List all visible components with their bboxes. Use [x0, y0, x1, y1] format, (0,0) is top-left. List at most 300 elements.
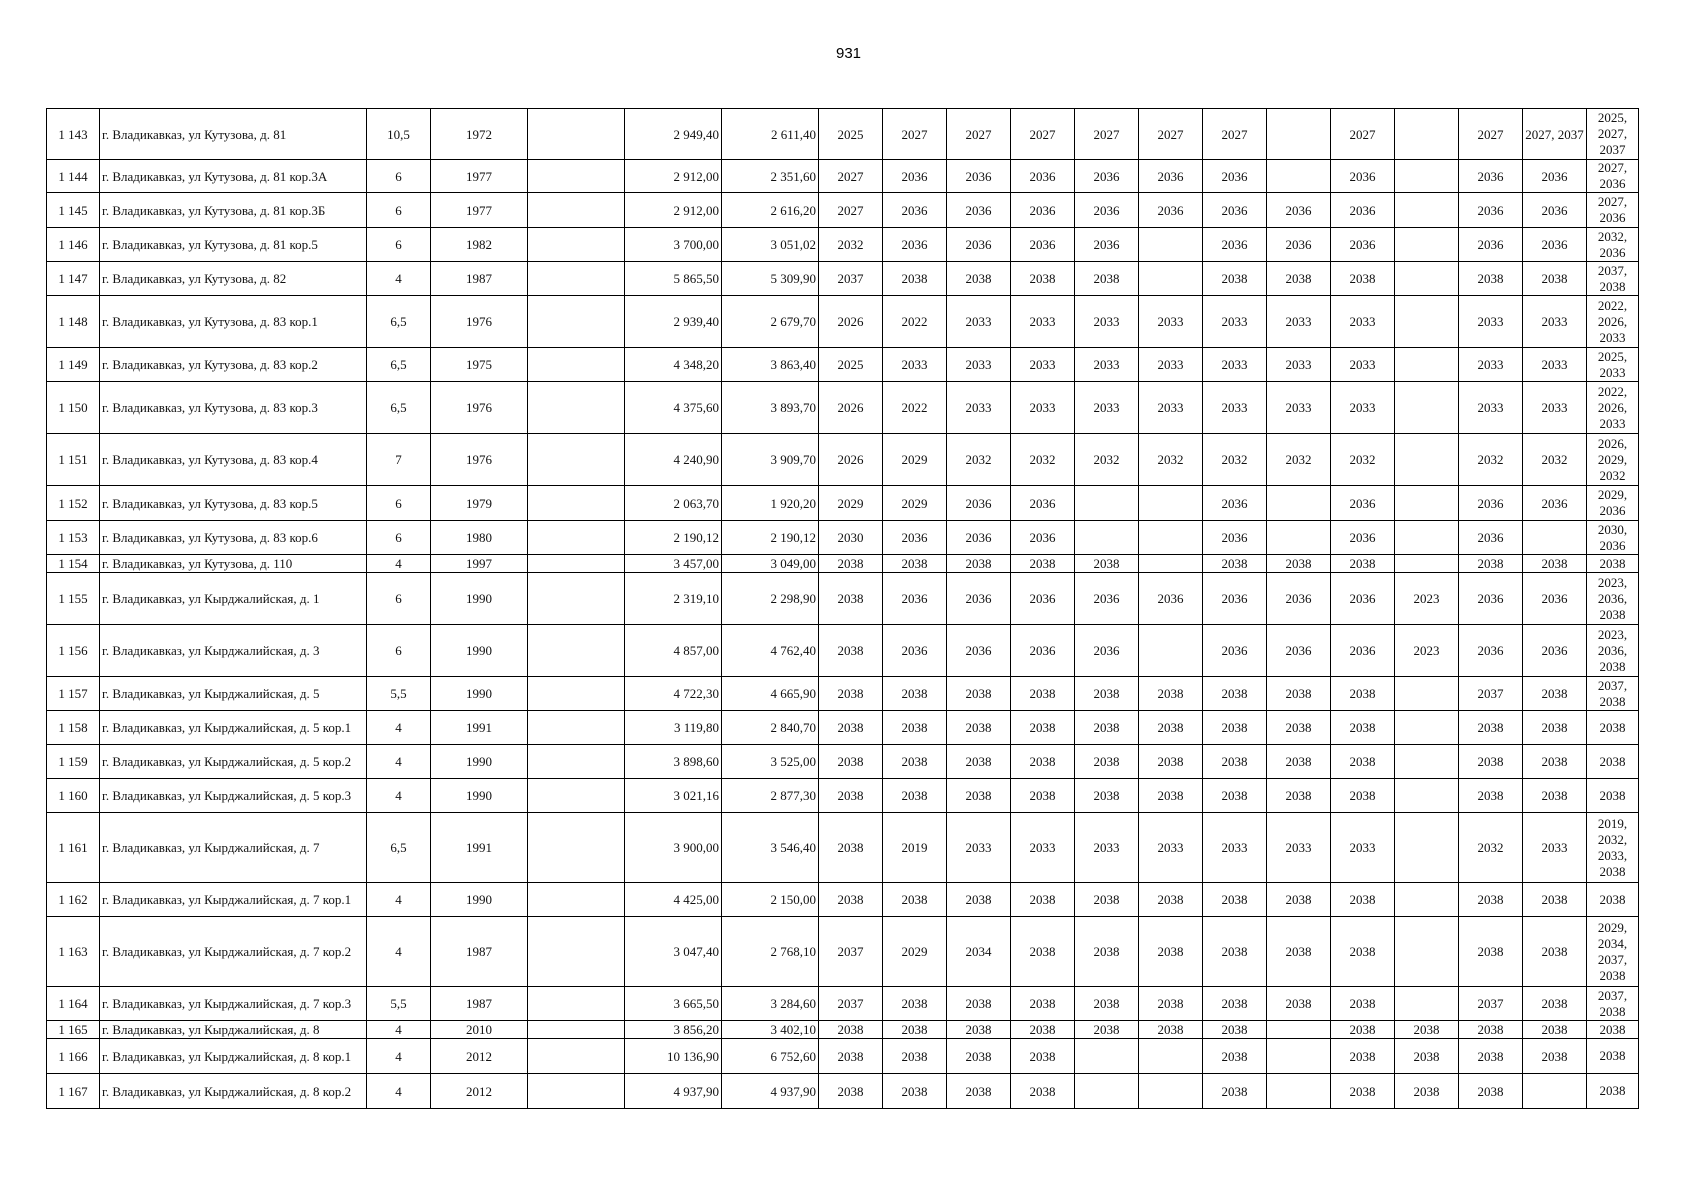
living-area-cell: 3 893,70 — [722, 382, 819, 434]
year-cell: 2038 — [947, 779, 1011, 813]
year-cell: 2036 — [1203, 228, 1267, 262]
table-row — [47, 521, 1639, 555]
empty-cell — [528, 745, 625, 779]
year-cell: 2038 — [819, 745, 883, 779]
year-cell: 2033 — [1139, 348, 1203, 382]
empty-cell — [528, 573, 625, 625]
build-year-cell: 1990 — [431, 779, 528, 813]
year-cell: 2038 — [1011, 555, 1075, 573]
floors-cell: 10,5 — [367, 109, 431, 160]
year-cell: 2036 — [1267, 228, 1331, 262]
year-cell: 2038 — [1523, 262, 1587, 296]
year-cell — [1139, 555, 1203, 573]
year-cell: 2038 — [1011, 677, 1075, 711]
year-cell: 2038 — [947, 1039, 1011, 1074]
table-row — [47, 987, 1639, 1021]
empty-cell — [528, 228, 625, 262]
year-cell: 2038 — [1011, 1021, 1075, 1039]
total-area-cell: 5 865,50 — [625, 262, 722, 296]
year-cell: 2025 — [819, 109, 883, 160]
year-cell: 2038 — [1203, 779, 1267, 813]
year-cell: 2032 — [1075, 434, 1139, 486]
total-area-cell: 2 949,40 — [625, 109, 722, 160]
year-cell — [1523, 521, 1587, 555]
table-row — [47, 883, 1639, 917]
year-cell — [1139, 262, 1203, 296]
floors-cell: 5,5 — [367, 677, 431, 711]
year-cell: 2036 — [883, 573, 947, 625]
year-cell: 2036 — [1331, 160, 1395, 193]
year-cell: 2032 — [1523, 434, 1587, 486]
year-cell: 2033 — [947, 813, 1011, 883]
year-cell: 2032 — [1459, 434, 1523, 486]
year-cell: 2038 — [1523, 711, 1587, 745]
empty-cell — [528, 160, 625, 193]
year-cell: 2038 — [819, 1039, 883, 1074]
empty-cell — [528, 296, 625, 348]
year-cell — [1395, 813, 1459, 883]
empty-cell — [528, 193, 625, 228]
total-area-cell: 3 900,00 — [625, 813, 722, 883]
year-cell: 2038 — [883, 1021, 947, 1039]
year-cell: 2038 — [1331, 987, 1395, 1021]
year-cell: 2026 — [819, 296, 883, 348]
year-cell: 2037 — [819, 917, 883, 987]
year-cell: 2032 — [1139, 434, 1203, 486]
year-cell: 2038 — [1267, 917, 1331, 987]
year-cell: 2036 — [1075, 160, 1139, 193]
summary-years-cell: 2037, 2038 — [1587, 677, 1639, 711]
year-cell: 2027 — [1139, 109, 1203, 160]
year-cell: 2036 — [947, 486, 1011, 521]
year-cell: 2036 — [1523, 486, 1587, 521]
year-cell — [1395, 521, 1459, 555]
year-cell — [1267, 521, 1331, 555]
table-row — [47, 296, 1639, 348]
year-cell: 2027 — [1459, 109, 1523, 160]
floors-cell: 6,5 — [367, 296, 431, 348]
year-cell: 2038 — [1011, 1039, 1075, 1074]
living-area-cell: 1 920,20 — [722, 486, 819, 521]
build-year-cell: 2010 — [431, 1021, 528, 1039]
floors-cell: 7 — [367, 434, 431, 486]
year-cell: 2038 — [1075, 745, 1139, 779]
empty-cell — [528, 779, 625, 813]
table-row — [47, 1074, 1639, 1109]
total-area-cell: 3 856,20 — [625, 1021, 722, 1039]
year-cell: 2038 — [1459, 1039, 1523, 1074]
row-number-cell: 1 160 — [47, 779, 100, 813]
year-cell: 2033 — [1075, 382, 1139, 434]
year-cell: 2038 — [947, 745, 1011, 779]
year-cell: 2038 — [1011, 745, 1075, 779]
year-cell: 2033 — [1075, 348, 1139, 382]
floors-cell: 6 — [367, 486, 431, 521]
empty-cell — [528, 1021, 625, 1039]
year-cell: 2036 — [1331, 521, 1395, 555]
empty-cell — [528, 677, 625, 711]
year-cell: 2038 — [1395, 1074, 1459, 1109]
total-area-cell: 3 021,16 — [625, 779, 722, 813]
year-cell: 2036 — [1459, 521, 1523, 555]
row-number-cell: 1 146 — [47, 228, 100, 262]
year-cell: 2038 — [1267, 779, 1331, 813]
year-cell: 2038 — [1075, 711, 1139, 745]
floors-cell: 6,5 — [367, 382, 431, 434]
address-cell: г. Владикавказ, ул Кутузова, д. 83 кор.2 — [100, 348, 367, 382]
year-cell: 2038 — [1459, 917, 1523, 987]
year-cell: 2038 — [883, 745, 947, 779]
floors-cell: 4 — [367, 883, 431, 917]
address-cell: г. Владикавказ, ул Кырджалийская, д. 3 — [100, 625, 367, 677]
empty-cell — [528, 1039, 625, 1074]
build-year-cell: 1979 — [431, 486, 528, 521]
year-cell: 2038 — [1459, 262, 1523, 296]
summary-years-cell: 2038 — [1587, 745, 1639, 779]
summary-years-cell: 2029, 2036 — [1587, 486, 1639, 521]
year-cell: 2036 — [1331, 625, 1395, 677]
living-area-cell: 3 049,00 — [722, 555, 819, 573]
address-cell: г. Владикавказ, ул Кутузова, д. 83 кор.5 — [100, 486, 367, 521]
year-cell: 2038 — [1139, 987, 1203, 1021]
year-cell: 2038 — [1523, 677, 1587, 711]
summary-years-cell: 2022, 2026, 2033 — [1587, 382, 1639, 434]
floors-cell: 4 — [367, 1021, 431, 1039]
year-cell: 2027 — [883, 109, 947, 160]
empty-cell — [528, 625, 625, 677]
living-area-cell: 2 351,60 — [722, 160, 819, 193]
table-row — [47, 625, 1639, 677]
summary-years-cell: 2038 — [1587, 883, 1639, 917]
address-cell: г. Владикавказ, ул Кырджалийская, д. 5 — [100, 677, 367, 711]
year-cell: 2038 — [1075, 1021, 1139, 1039]
year-cell: 2036 — [1075, 573, 1139, 625]
year-cell: 2038 — [1267, 711, 1331, 745]
year-cell: 2038 — [1075, 262, 1139, 296]
year-cell: 2038 — [1331, 779, 1395, 813]
living-area-cell: 6 752,60 — [722, 1039, 819, 1074]
summary-years-cell: 2025, 2033 — [1587, 348, 1639, 382]
table-row — [47, 779, 1639, 813]
year-cell: 2038 — [1331, 1039, 1395, 1074]
address-cell: г. Владикавказ, ул Кутузова, д. 81 кор.3А — [100, 160, 367, 193]
address-cell: г. Владикавказ, ул Кырджалийская, д. 7 кор.1 — [100, 883, 367, 917]
address-cell: г. Владикавказ, ул Кырджалийская, д. 7 — [100, 813, 367, 883]
year-cell: 2036 — [1203, 160, 1267, 193]
year-cell: 2038 — [1523, 1021, 1587, 1039]
summary-years-cell: 2038 — [1587, 779, 1639, 813]
living-area-cell: 3 051,02 — [722, 228, 819, 262]
row-number-cell: 1 149 — [47, 348, 100, 382]
table-body — [47, 109, 1639, 1109]
living-area-cell: 4 937,90 — [722, 1074, 819, 1109]
year-cell: 2036 — [1267, 573, 1331, 625]
year-cell: 2038 — [1395, 1021, 1459, 1039]
year-cell: 2038 — [1267, 262, 1331, 296]
year-cell: 2033 — [1075, 813, 1139, 883]
summary-years-cell: 2037, 2038 — [1587, 987, 1639, 1021]
row-number-cell: 1 151 — [47, 434, 100, 486]
year-cell: 2036 — [947, 193, 1011, 228]
total-area-cell: 2 190,12 — [625, 521, 722, 555]
year-cell: 2033 — [1011, 813, 1075, 883]
year-cell: 2036 — [1459, 625, 1523, 677]
year-cell: 2038 — [1459, 779, 1523, 813]
year-cell: 2036 — [947, 228, 1011, 262]
year-cell: 2038 — [1139, 779, 1203, 813]
year-cell: 2022 — [883, 296, 947, 348]
year-cell: 2038 — [947, 987, 1011, 1021]
total-area-cell: 2 063,70 — [625, 486, 722, 521]
year-cell: 2038 — [1331, 555, 1395, 573]
year-cell: 2036 — [883, 521, 947, 555]
year-cell: 2033 — [1203, 382, 1267, 434]
row-number-cell: 1 143 — [47, 109, 100, 160]
year-cell: 2038 — [1267, 555, 1331, 573]
year-cell — [1075, 521, 1139, 555]
living-area-cell: 2 679,70 — [722, 296, 819, 348]
year-cell: 2036 — [1203, 521, 1267, 555]
year-cell: 2036 — [1075, 193, 1139, 228]
year-cell: 2038 — [1139, 677, 1203, 711]
year-cell: 2038 — [1011, 779, 1075, 813]
year-cell: 2036 — [883, 193, 947, 228]
year-cell: 2036 — [1331, 486, 1395, 521]
empty-cell — [528, 262, 625, 296]
year-cell: 2038 — [1331, 917, 1395, 987]
year-cell: 2027 — [1331, 109, 1395, 160]
total-area-cell: 3 665,50 — [625, 987, 722, 1021]
table-row — [47, 109, 1639, 160]
living-area-cell: 3 284,60 — [722, 987, 819, 1021]
year-cell: 2032 — [1267, 434, 1331, 486]
year-cell: 2038 — [1267, 745, 1331, 779]
summary-years-cell: 2038 — [1587, 1074, 1639, 1109]
year-cell: 2038 — [1203, 555, 1267, 573]
year-cell — [1523, 1074, 1587, 1109]
year-cell: 2036 — [1459, 573, 1523, 625]
year-cell: 2033 — [1011, 348, 1075, 382]
total-area-cell: 10 136,90 — [625, 1039, 722, 1074]
build-year-cell: 1987 — [431, 262, 528, 296]
year-cell — [1395, 262, 1459, 296]
year-cell — [1395, 348, 1459, 382]
year-cell: 2038 — [883, 711, 947, 745]
year-cell: 2036 — [1011, 521, 1075, 555]
total-area-cell: 4 722,30 — [625, 677, 722, 711]
living-area-cell: 3 863,40 — [722, 348, 819, 382]
year-cell: 2036 — [1523, 228, 1587, 262]
year-cell: 2038 — [1203, 1074, 1267, 1109]
year-cell: 2038 — [1203, 883, 1267, 917]
floors-cell: 4 — [367, 711, 431, 745]
build-year-cell: 1997 — [431, 555, 528, 573]
build-year-cell: 1991 — [431, 813, 528, 883]
summary-years-cell: 2023, 2036, 2038 — [1587, 573, 1639, 625]
year-cell: 2036 — [1331, 573, 1395, 625]
summary-years-cell: 2030, 2036 — [1587, 521, 1639, 555]
empty-cell — [528, 987, 625, 1021]
living-area-cell: 3 546,40 — [722, 813, 819, 883]
year-cell — [1267, 1021, 1331, 1039]
year-cell: 2033 — [1331, 296, 1395, 348]
summary-years-cell: 2038 — [1587, 711, 1639, 745]
year-cell: 2032 — [947, 434, 1011, 486]
year-cell: 2038 — [1203, 745, 1267, 779]
year-cell: 2038 — [1267, 883, 1331, 917]
floors-cell: 6,5 — [367, 348, 431, 382]
year-cell — [1395, 434, 1459, 486]
year-cell — [1395, 745, 1459, 779]
total-area-cell: 2 912,00 — [625, 193, 722, 228]
year-cell: 2029 — [883, 486, 947, 521]
table-row — [47, 193, 1639, 228]
year-cell: 2038 — [1331, 1021, 1395, 1039]
build-year-cell: 1976 — [431, 382, 528, 434]
row-number-cell: 1 165 — [47, 1021, 100, 1039]
row-number-cell: 1 148 — [47, 296, 100, 348]
year-cell: 2038 — [819, 813, 883, 883]
table-row — [47, 262, 1639, 296]
year-cell: 2038 — [819, 779, 883, 813]
year-cell: 2033 — [947, 296, 1011, 348]
build-year-cell: 1987 — [431, 987, 528, 1021]
year-cell: 2036 — [1331, 193, 1395, 228]
year-cell: 2038 — [819, 625, 883, 677]
year-cell — [1267, 160, 1331, 193]
row-number-cell: 1 164 — [47, 987, 100, 1021]
total-area-cell: 3 457,00 — [625, 555, 722, 573]
address-cell: г. Владикавказ, ул Кутузова, д. 110 — [100, 555, 367, 573]
total-area-cell: 2 912,00 — [625, 160, 722, 193]
living-area-cell: 4 762,40 — [722, 625, 819, 677]
table-row — [47, 1021, 1639, 1039]
year-cell — [1267, 1074, 1331, 1109]
year-cell: 2038 — [819, 573, 883, 625]
year-cell: 2036 — [1139, 160, 1203, 193]
year-cell: 2038 — [1459, 555, 1523, 573]
table-row — [47, 573, 1639, 625]
living-area-cell: 2 298,90 — [722, 573, 819, 625]
year-cell: 2038 — [819, 555, 883, 573]
year-cell: 2038 — [1139, 917, 1203, 987]
floors-cell: 4 — [367, 1074, 431, 1109]
year-cell: 2036 — [1267, 625, 1331, 677]
year-cell: 2033 — [1523, 813, 1587, 883]
year-cell: 2036 — [947, 160, 1011, 193]
year-cell: 2036 — [1459, 193, 1523, 228]
summary-years-cell: 2032, 2036 — [1587, 228, 1639, 262]
year-cell: 2038 — [1203, 1021, 1267, 1039]
year-cell: 2036 — [1267, 193, 1331, 228]
summary-years-cell: 2019, 2032, 2033, 2038 — [1587, 813, 1639, 883]
year-cell — [1395, 677, 1459, 711]
living-area-cell: 2 611,40 — [722, 109, 819, 160]
year-cell: 2036 — [1011, 573, 1075, 625]
row-number-cell: 1 158 — [47, 711, 100, 745]
year-cell: 2033 — [1459, 296, 1523, 348]
year-cell — [1075, 1074, 1139, 1109]
year-cell — [1139, 486, 1203, 521]
year-cell: 2033 — [1075, 296, 1139, 348]
empty-cell — [528, 348, 625, 382]
floors-cell: 4 — [367, 779, 431, 813]
year-cell — [1075, 486, 1139, 521]
year-cell: 2036 — [1011, 625, 1075, 677]
page-number: 931 — [835, 45, 862, 62]
floors-cell: 6 — [367, 160, 431, 193]
summary-years-cell: 2027, 2036 — [1587, 160, 1639, 193]
year-cell — [1395, 486, 1459, 521]
floors-cell: 5,5 — [367, 987, 431, 1021]
year-cell: 2038 — [1075, 677, 1139, 711]
year-cell: 2038 — [1011, 917, 1075, 987]
year-cell: 2038 — [1331, 883, 1395, 917]
build-year-cell: 2012 — [431, 1039, 528, 1074]
year-cell: 2033 — [1267, 296, 1331, 348]
address-cell: г. Владикавказ, ул Кутузова, д. 81 кор.3Б — [100, 193, 367, 228]
year-cell: 2038 — [1267, 987, 1331, 1021]
address-cell: г. Владикавказ, ул Кырджалийская, д. 8 кор.2 — [100, 1074, 367, 1109]
year-cell: 2038 — [1075, 987, 1139, 1021]
year-cell: 2030 — [819, 521, 883, 555]
year-cell: 2038 — [883, 1074, 947, 1109]
total-area-cell: 4 240,90 — [625, 434, 722, 486]
empty-cell — [528, 813, 625, 883]
year-cell: 2036 — [1331, 228, 1395, 262]
year-cell: 2033 — [1523, 382, 1587, 434]
year-cell: 2036 — [883, 228, 947, 262]
build-year-cell: 1990 — [431, 573, 528, 625]
table-row — [47, 1039, 1639, 1074]
build-year-cell: 1991 — [431, 711, 528, 745]
year-cell: 2038 — [883, 987, 947, 1021]
year-cell — [1139, 521, 1203, 555]
address-cell: г. Владикавказ, ул Кутузова, д. 81 — [100, 109, 367, 160]
year-cell: 2033 — [1331, 813, 1395, 883]
total-area-cell: 4 425,00 — [625, 883, 722, 917]
year-cell: 2038 — [883, 555, 947, 573]
year-cell: 2032 — [819, 228, 883, 262]
year-cell: 2023 — [1395, 625, 1459, 677]
table-row — [47, 745, 1639, 779]
address-cell: г. Владикавказ, ул Кырджалийская, д. 7 кор.3 — [100, 987, 367, 1021]
year-cell: 2033 — [1267, 813, 1331, 883]
build-year-cell: 1982 — [431, 228, 528, 262]
year-cell: 2027 — [819, 160, 883, 193]
year-cell: 2036 — [883, 160, 947, 193]
year-cell: 2036 — [1523, 193, 1587, 228]
year-cell — [1267, 486, 1331, 521]
living-area-cell: 2 877,30 — [722, 779, 819, 813]
year-cell: 2033 — [1459, 382, 1523, 434]
row-number-cell: 1 150 — [47, 382, 100, 434]
row-number-cell: 1 154 — [47, 555, 100, 573]
summary-years-cell: 2027, 2036 — [1587, 193, 1639, 228]
empty-cell — [528, 109, 625, 160]
year-cell: 2038 — [1011, 711, 1075, 745]
living-area-cell: 2 150,00 — [722, 883, 819, 917]
year-cell: 2038 — [947, 1021, 1011, 1039]
table-row — [47, 917, 1639, 987]
row-number-cell: 1 161 — [47, 813, 100, 883]
year-cell — [1139, 625, 1203, 677]
year-cell — [1395, 109, 1459, 160]
address-cell: г. Владикавказ, ул Кутузова, д. 81 кор.5 — [100, 228, 367, 262]
summary-years-cell: 2038 — [1587, 555, 1639, 573]
year-cell: 2038 — [883, 779, 947, 813]
year-cell: 2036 — [1011, 193, 1075, 228]
